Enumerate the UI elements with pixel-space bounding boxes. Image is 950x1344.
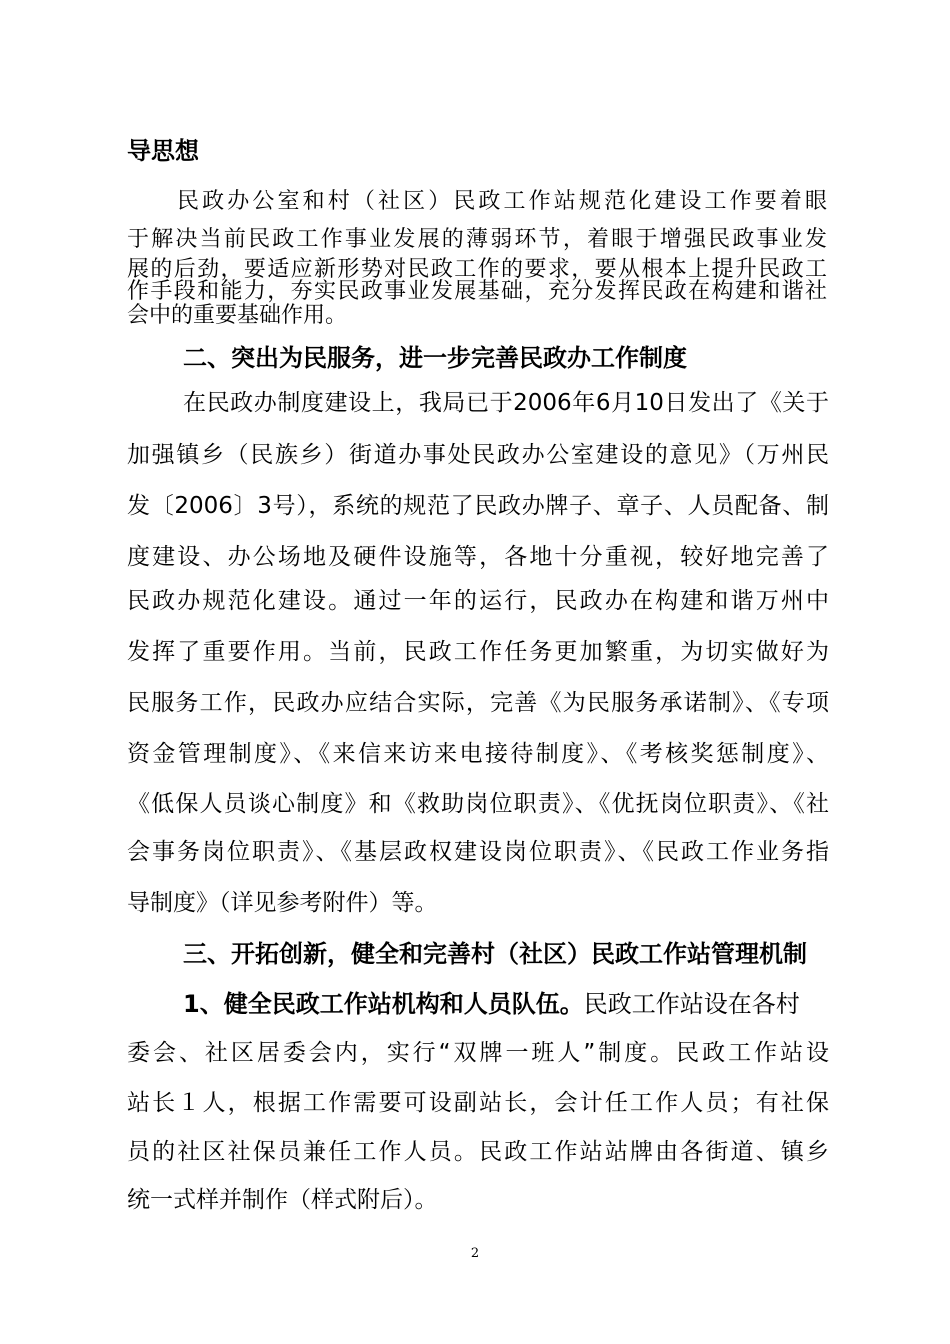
section-heading: 二、突出为民服务，进一步完善民政办工作制度 bbox=[183, 344, 687, 372]
paragraph-line: 度建设、办公场地及硬件设施等，各地十分重视，较好地完善了 bbox=[127, 544, 829, 570]
paragraph-line: 民政办规范化建设。通过一年的运行，民政办在构建和谐万州中 bbox=[127, 588, 829, 614]
paragraph-line bbox=[183, 984, 829, 1019]
paragraph-line: 于解决当前民政工作事业发展的薄弱环节，着眼于增强民政事业发 bbox=[127, 227, 827, 252]
paragraph-line: 在民政办制度建设上，我局已于2006年6月10日发出了《关于 bbox=[183, 390, 829, 416]
paragraph-line: 展的后劲，要适应新形势对民政工作的要求，要从根本上提升民政工 bbox=[127, 257, 827, 282]
paragraph-line: 民服务工作，民政办应结合实际，完善《为民服务承诺制》、《专项 bbox=[127, 690, 829, 716]
paragraph-line: 站长１人，根据工作需要可设副站长，会计任工作人员；有社保 bbox=[127, 1090, 829, 1116]
item-title: 1、健全民政工作站机构和人员队伍。 bbox=[183, 990, 584, 1018]
paragraph-line: 统一式样并制作（样式附后）。 bbox=[127, 1187, 438, 1213]
paragraph-line: 《低保人员谈心制度》和《救助岗位职责》、《优抚岗位职责》、《社 bbox=[127, 791, 829, 817]
paragraph-line: 会事务岗位职责》、《基层政权建设岗位职责》、《民政工作业务指 bbox=[127, 839, 829, 865]
section-heading: 三、开拓创新，健全和完善村（社区）民政工作站管理机制 bbox=[183, 940, 807, 968]
paragraph-line: 资金管理制度》、《来信来访来电接待制度》、《考核奖惩制度》、 bbox=[127, 741, 829, 767]
paragraph-line: 发挥了重要作用。当前，民政工作任务更加繁重，为切实做好为 bbox=[127, 639, 829, 665]
paragraph-line: 会中的重要基础作用。 bbox=[127, 303, 348, 328]
paragraph-line: 作手段和能力，夯实民政事业发展基础，充分发挥民政在构建和谐社 bbox=[127, 279, 827, 304]
paragraph-line: 员的社区社保员兼任工作人员。民政工作站站牌由各街道、镇乡 bbox=[127, 1139, 829, 1165]
paragraph-line: 发〔2006〕3号），系统的规范了民政办牌子、章子、人员配备、制 bbox=[127, 493, 829, 519]
item-text: 民政工作站设在各村 bbox=[583, 990, 800, 1018]
heading-continuation: 导思想 bbox=[127, 137, 199, 165]
paragraph-line: 导制度》（详见参考附件）等。 bbox=[127, 890, 438, 916]
paragraph-line: 民政办公室和村（社区）民政工作站规范化建设工作要着眼 bbox=[177, 189, 827, 214]
paragraph-line: 加强镇乡（民族乡）街道办事处民政办公室建设的意见》（万州民 bbox=[127, 442, 829, 468]
page-number: 2 bbox=[470, 1246, 480, 1261]
paragraph-line: 委会、社区居委会内，实行“双牌一班人”制度。民政工作站设 bbox=[127, 1040, 829, 1066]
